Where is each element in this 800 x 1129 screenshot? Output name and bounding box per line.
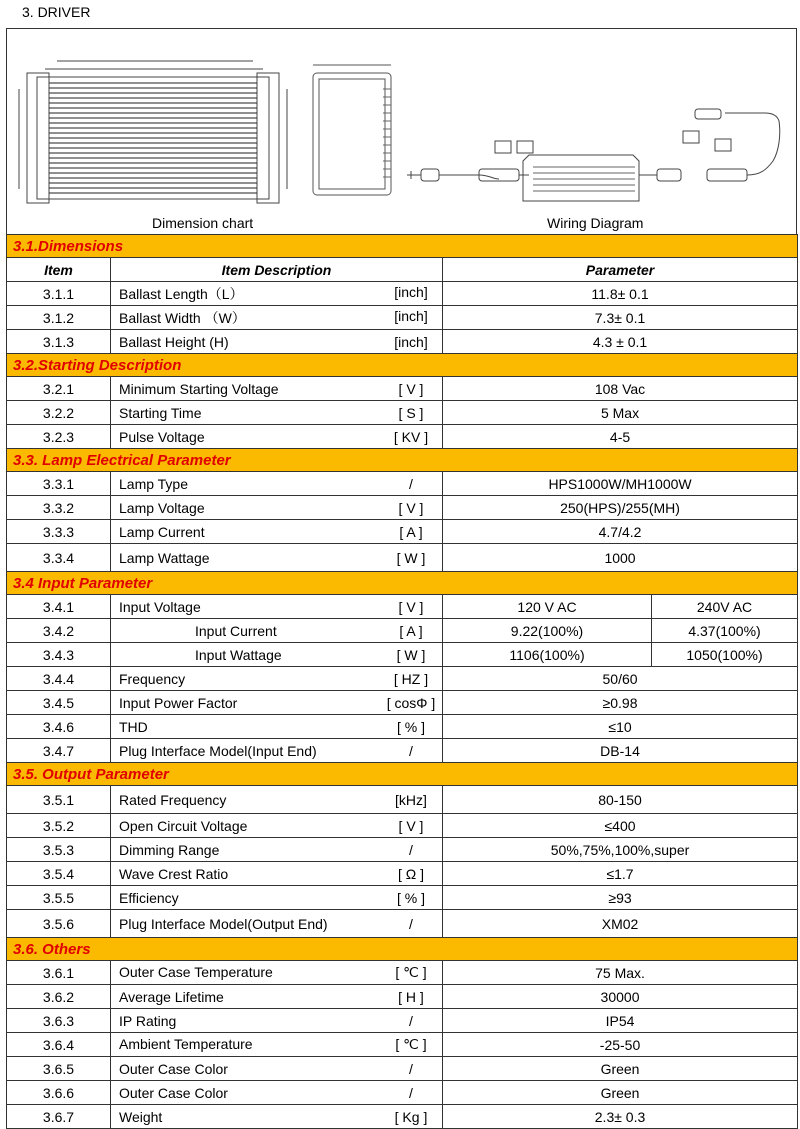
row-item: 3.4.1 bbox=[7, 595, 111, 619]
row-description bbox=[111, 739, 443, 763]
row-unit: / bbox=[409, 742, 413, 759]
table-row bbox=[7, 306, 798, 330]
row-parameter: 80-150 bbox=[443, 786, 798, 814]
row-label: THD bbox=[119, 718, 148, 735]
section-others: 3.6. Others bbox=[7, 938, 798, 961]
dimension-chart-caption: Dimension chart bbox=[152, 215, 254, 231]
page-heading: 3. DRIVER bbox=[22, 4, 91, 20]
row-parameter: 1000 bbox=[443, 544, 798, 572]
row-description bbox=[111, 330, 443, 354]
row-unit: [ V ] bbox=[398, 598, 424, 615]
row-description bbox=[111, 1105, 443, 1129]
row-label: Frequency bbox=[119, 670, 186, 687]
row-unit: [inch] bbox=[394, 333, 428, 350]
row-label: Lamp Current bbox=[119, 523, 205, 540]
row-unit: [ HZ ] bbox=[393, 670, 429, 687]
row-item: 3.3.4 bbox=[7, 544, 111, 572]
table-row bbox=[7, 862, 798, 886]
row-description bbox=[111, 814, 443, 838]
row-unit: / bbox=[409, 1012, 413, 1029]
row-parameter: 5 Max bbox=[443, 401, 798, 425]
row-label: Minimum Starting Voltage bbox=[119, 380, 279, 397]
row-description bbox=[111, 595, 443, 619]
row-item: 3.5.6 bbox=[7, 910, 111, 938]
row-item: 3.6.5 bbox=[7, 1057, 111, 1081]
row-parameter: -25-50 bbox=[443, 1033, 798, 1057]
row-description bbox=[111, 838, 443, 862]
row-parameter: 4-5 bbox=[443, 425, 798, 449]
row-item: 3.6.4 bbox=[7, 1033, 111, 1057]
row-item: 3.5.5 bbox=[7, 886, 111, 910]
table-row bbox=[7, 643, 798, 667]
row-label: Outer Case Color bbox=[119, 1084, 228, 1101]
row-label: Input Wattage bbox=[195, 646, 282, 663]
row-description bbox=[111, 306, 443, 330]
table-row bbox=[7, 619, 798, 643]
row-label: Ballast Length（L） bbox=[119, 285, 244, 302]
row-parameter-120v: 9.22(100%) bbox=[443, 619, 652, 643]
row-unit: [ V ] bbox=[398, 380, 424, 397]
row-label: Pulse Voltage bbox=[119, 428, 205, 445]
row-unit: / bbox=[409, 841, 413, 858]
table-row bbox=[7, 1081, 798, 1105]
row-label: Plug Interface Model(Output End) bbox=[119, 915, 328, 932]
row-unit: [kHz] bbox=[395, 791, 427, 808]
row-unit: [ H ] bbox=[398, 988, 424, 1005]
table-row bbox=[7, 425, 798, 449]
table-row bbox=[7, 1009, 798, 1033]
row-item: 3.4.7 bbox=[7, 739, 111, 763]
table-row bbox=[7, 496, 798, 520]
row-parameter: 75 Max. bbox=[443, 961, 798, 985]
row-unit: [ % ] bbox=[396, 718, 425, 735]
row-parameter: 4.3 ± 0.1 bbox=[443, 330, 798, 354]
row-parameter: 250(HPS)/255(MH) bbox=[443, 496, 798, 520]
row-parameter: ≤10 bbox=[443, 715, 798, 739]
row-description bbox=[111, 401, 443, 425]
row-label: Starting Time bbox=[119, 404, 202, 421]
row-item: 3.3.1 bbox=[7, 472, 111, 496]
row-label: IP Rating bbox=[119, 1012, 177, 1029]
table-row bbox=[7, 786, 798, 814]
row-unit: / bbox=[409, 475, 413, 492]
row-unit: / bbox=[409, 915, 413, 932]
row-description bbox=[111, 886, 443, 910]
row-label: Input Voltage bbox=[119, 598, 201, 615]
row-unit: [ ℃ ] bbox=[395, 964, 427, 980]
row-unit: [ cosΦ ] bbox=[386, 694, 436, 711]
row-description bbox=[111, 910, 443, 938]
row-parameter: Green bbox=[443, 1081, 798, 1105]
row-description bbox=[111, 282, 443, 306]
row-unit: [inch] bbox=[394, 283, 428, 300]
row-parameter: 4.7/4.2 bbox=[443, 520, 798, 544]
row-label: Input Current bbox=[195, 622, 277, 639]
table-row bbox=[7, 595, 798, 619]
row-parameter-120v: 1106(100%) bbox=[443, 643, 652, 667]
row-description bbox=[111, 472, 443, 496]
row-parameter-240v: 240V AC bbox=[652, 595, 798, 619]
row-parameter: Green bbox=[443, 1057, 798, 1081]
row-parameter-240v: 1050(100%) bbox=[652, 643, 798, 667]
table-row bbox=[7, 1057, 798, 1081]
table-row bbox=[7, 1105, 798, 1129]
wiring-diagram bbox=[407, 109, 780, 201]
row-item: 3.3.2 bbox=[7, 496, 111, 520]
row-unit: [inch] bbox=[394, 307, 428, 324]
section-dimensions: 3.1.Dimensions bbox=[7, 235, 798, 258]
row-description bbox=[111, 691, 443, 715]
row-label: Weight bbox=[119, 1108, 163, 1125]
row-unit: [ S ] bbox=[398, 404, 424, 421]
section-starting-description: 3.2.Starting Description bbox=[7, 354, 798, 377]
row-label: Ambient Temperature bbox=[119, 1036, 253, 1052]
row-label: Lamp Voltage bbox=[119, 499, 205, 516]
table-row bbox=[7, 1033, 798, 1057]
row-item: 3.3.3 bbox=[7, 520, 111, 544]
row-label: Outer Case Color bbox=[119, 1060, 228, 1077]
row-parameter-120v: 120 V AC bbox=[443, 595, 652, 619]
table-row bbox=[7, 985, 798, 1009]
row-label: Dimming Range bbox=[119, 841, 220, 858]
table-row bbox=[7, 739, 798, 763]
row-parameter: ≤1.7 bbox=[443, 862, 798, 886]
row-description bbox=[111, 786, 443, 814]
row-item: 3.5.4 bbox=[7, 862, 111, 886]
table-row bbox=[7, 377, 798, 401]
row-item: 3.6.2 bbox=[7, 985, 111, 1009]
row-description bbox=[111, 715, 443, 739]
table-row bbox=[7, 910, 798, 938]
row-item: 3.5.3 bbox=[7, 838, 111, 862]
row-unit: [ ℃ ] bbox=[395, 1036, 427, 1052]
row-unit: [ V ] bbox=[398, 499, 424, 516]
row-item: 3.4.6 bbox=[7, 715, 111, 739]
header-description: Item Description bbox=[111, 258, 443, 282]
table-row bbox=[7, 520, 798, 544]
row-unit: [ % ] bbox=[396, 889, 425, 906]
row-description bbox=[111, 643, 443, 667]
row-description bbox=[111, 961, 443, 985]
row-description bbox=[111, 544, 443, 572]
row-item: 3.4.2 bbox=[7, 619, 111, 643]
row-unit: [ W ] bbox=[396, 549, 426, 566]
row-item: 3.6.6 bbox=[7, 1081, 111, 1105]
row-description bbox=[111, 425, 443, 449]
row-parameter: XM02 bbox=[443, 910, 798, 938]
row-label: Input Power Factor bbox=[119, 694, 238, 711]
row-item: 3.4.5 bbox=[7, 691, 111, 715]
row-parameter: 7.3± 0.1 bbox=[443, 306, 798, 330]
row-label: Lamp Type bbox=[119, 475, 189, 492]
row-description bbox=[111, 985, 443, 1009]
row-unit: / bbox=[409, 1084, 413, 1101]
row-description bbox=[111, 1009, 443, 1033]
row-parameter: 30000 bbox=[443, 985, 798, 1009]
row-item: 3.1.1 bbox=[7, 282, 111, 306]
table-row bbox=[7, 961, 798, 985]
row-parameter: IP54 bbox=[443, 1009, 798, 1033]
row-parameter: HPS1000W/MH1000W bbox=[443, 472, 798, 496]
technical-drawings bbox=[7, 29, 798, 235]
row-label: Ballast Height (H) bbox=[119, 333, 229, 350]
table-header bbox=[7, 258, 798, 282]
row-item: 3.2.1 bbox=[7, 377, 111, 401]
row-parameter: 50%,75%,100%,super bbox=[443, 838, 798, 862]
row-description bbox=[111, 862, 443, 886]
row-parameter: 2.3± 0.3 bbox=[443, 1105, 798, 1129]
row-item: 3.4.3 bbox=[7, 643, 111, 667]
table-row bbox=[7, 715, 798, 739]
row-item: 3.6.1 bbox=[7, 961, 111, 985]
row-item: 3.1.2 bbox=[7, 306, 111, 330]
table-row bbox=[7, 886, 798, 910]
row-unit: / bbox=[409, 1060, 413, 1077]
row-unit: [ A ] bbox=[399, 622, 423, 639]
row-unit: [ Ω ] bbox=[397, 865, 425, 882]
row-parameter: ≥93 bbox=[443, 886, 798, 910]
row-item: 3.2.2 bbox=[7, 401, 111, 425]
section-output-parameter: 3.5. Output Parameter bbox=[7, 763, 798, 786]
row-unit: [ KV ] bbox=[393, 428, 429, 445]
wiring-diagram-caption: Wiring Diagram bbox=[547, 215, 644, 231]
row-item: 3.2.3 bbox=[7, 425, 111, 449]
table-row bbox=[7, 838, 798, 862]
row-parameter: ≥0.98 bbox=[443, 691, 798, 715]
row-item: 3.5.1 bbox=[7, 786, 111, 814]
row-label: Plug Interface Model(Input End) bbox=[119, 742, 317, 759]
row-parameter: ≤400 bbox=[443, 814, 798, 838]
row-unit: [ V ] bbox=[398, 817, 424, 834]
row-label: Open Circuit Voltage bbox=[119, 817, 248, 834]
dimension-side-view bbox=[313, 65, 391, 195]
dimension-top-view bbox=[19, 61, 287, 203]
row-parameter-240v: 4.37(100%) bbox=[652, 619, 798, 643]
row-item: 3.6.3 bbox=[7, 1009, 111, 1033]
row-description bbox=[111, 496, 443, 520]
row-label: Efficiency bbox=[119, 889, 179, 906]
driver-spec-table bbox=[6, 234, 798, 1129]
header-parameter: Parameter bbox=[443, 258, 798, 282]
table-row bbox=[7, 472, 798, 496]
row-description bbox=[111, 377, 443, 401]
row-unit: [ W ] bbox=[396, 646, 426, 663]
row-item: 3.4.4 bbox=[7, 667, 111, 691]
row-parameter: DB-14 bbox=[443, 739, 798, 763]
table-row bbox=[7, 691, 798, 715]
section-input-parameter: 3.4 Input Parameter bbox=[7, 572, 798, 595]
row-description bbox=[111, 1033, 443, 1057]
row-description bbox=[111, 667, 443, 691]
row-label: Ballast Width （W） bbox=[119, 309, 246, 326]
row-description bbox=[111, 1081, 443, 1105]
row-parameter: 108 Vac bbox=[443, 377, 798, 401]
row-item: 3.1.3 bbox=[7, 330, 111, 354]
table-row bbox=[7, 544, 798, 572]
row-description bbox=[111, 520, 443, 544]
table-row bbox=[7, 282, 798, 306]
row-item: 3.6.7 bbox=[7, 1105, 111, 1129]
section-lamp-electrical: 3.3. Lamp Electrical Parameter bbox=[7, 449, 798, 472]
row-item: 3.5.2 bbox=[7, 814, 111, 838]
row-label: Rated Frequency bbox=[119, 791, 227, 808]
row-unit: [ Kg ] bbox=[394, 1108, 428, 1125]
row-description bbox=[111, 619, 443, 643]
row-parameter: 50/60 bbox=[443, 667, 798, 691]
row-label: Lamp Wattage bbox=[119, 549, 210, 566]
row-unit: [ A ] bbox=[399, 523, 423, 540]
figure-panel bbox=[6, 28, 797, 234]
row-parameter: 11.8± 0.1 bbox=[443, 282, 798, 306]
header-item: Item bbox=[7, 258, 111, 282]
row-description bbox=[111, 1057, 443, 1081]
table-row bbox=[7, 814, 798, 838]
table-row bbox=[7, 401, 798, 425]
row-label: Wave Crest Ratio bbox=[119, 865, 229, 882]
table-row bbox=[7, 330, 798, 354]
row-label: Outer Case Temperature bbox=[119, 964, 273, 980]
row-label: Average Lifetime bbox=[119, 988, 224, 1005]
table-row bbox=[7, 667, 798, 691]
